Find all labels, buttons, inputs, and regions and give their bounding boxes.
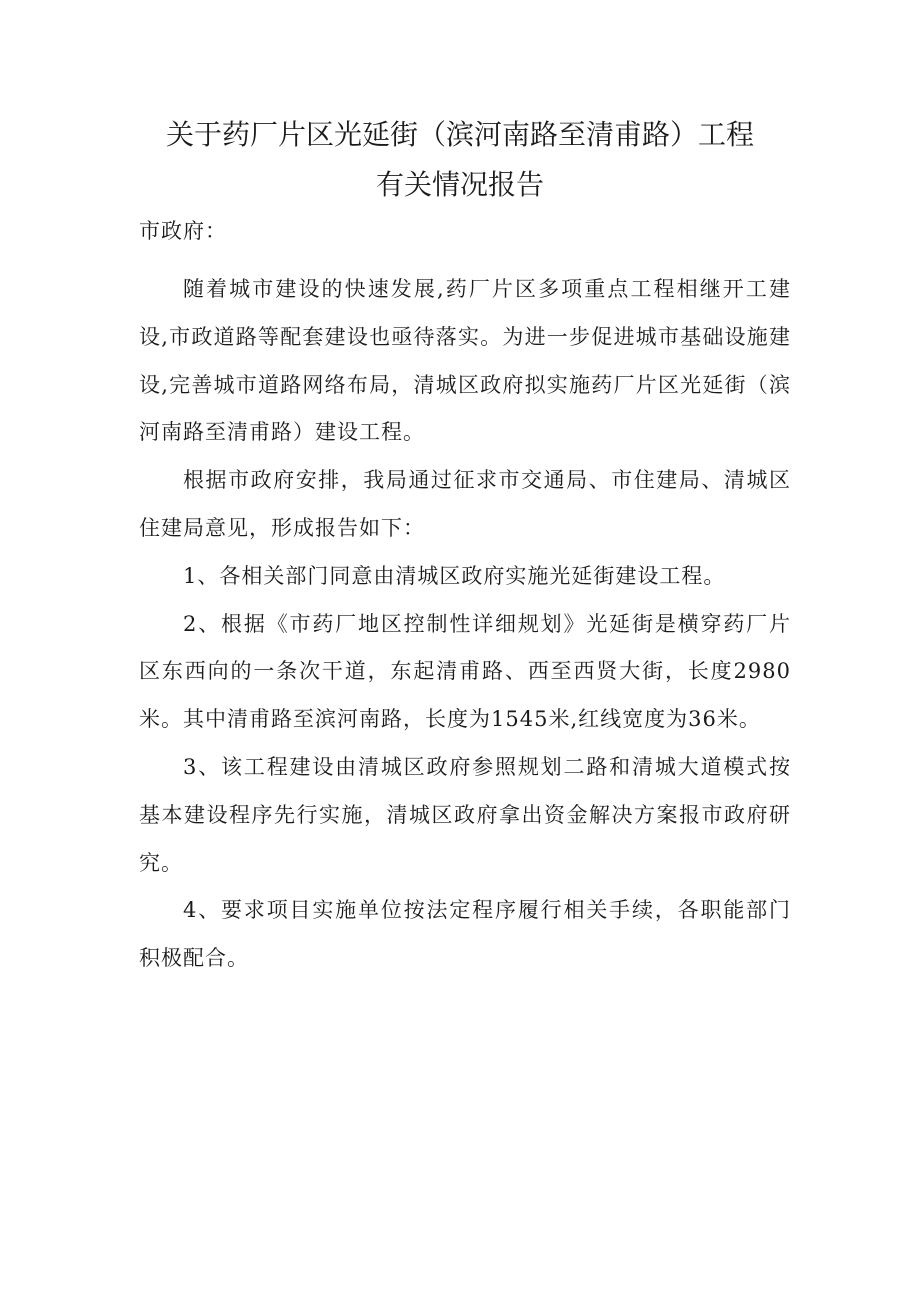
paragraph-intro: 随着城市建设的快速发展,药厂片区多项重点工程相继开工建设,市政道路等配套建设也亟待落实。为进一步促进城市基础设施建设,完善城市道路网络布局，清城区政府拟实施药厂片区光延街（滨河南路至清甫路）建设工程。 <box>139 277 791 445</box>
document-body <box>139 266 791 983</box>
salutation: 市政府： <box>139 219 227 243</box>
paragraph-item-1: 1、各相关部门同意由清城区政府实施光延街建设工程。 <box>183 563 726 588</box>
paragraph-item-2: 2、根据《市药厂地区控制性详细规划》光延街是横穿药厂片区东西向的一条次干道，东起清甫路、西至西贤大街，长度2980米。其中清甫路至滨河南路，长度为1545米,红线宽度为36米。 <box>139 611 791 732</box>
paragraph-item-3: 3、该工程建设由清城区政府参照规划二路和清城大道模式按基本建设程序先行实施，清城区政府拿出资金解决方案报市政府研究。 <box>139 754 791 875</box>
paragraph-item-4: 4、要求项目实施单位按法定程序履行相关手续，各职能部门积极配合。 <box>139 898 791 971</box>
paragraph-basis: 根据市政府安排，我局通过征求市交通局、市住建局、清城区住建局意见，形成报告如下： <box>139 468 791 540</box>
document-title-line-1: 关于药厂片区光延街（滨河南路至清甫路）工程 <box>165 118 754 151</box>
document-title-line-2: 有关情况报告 <box>375 168 544 201</box>
